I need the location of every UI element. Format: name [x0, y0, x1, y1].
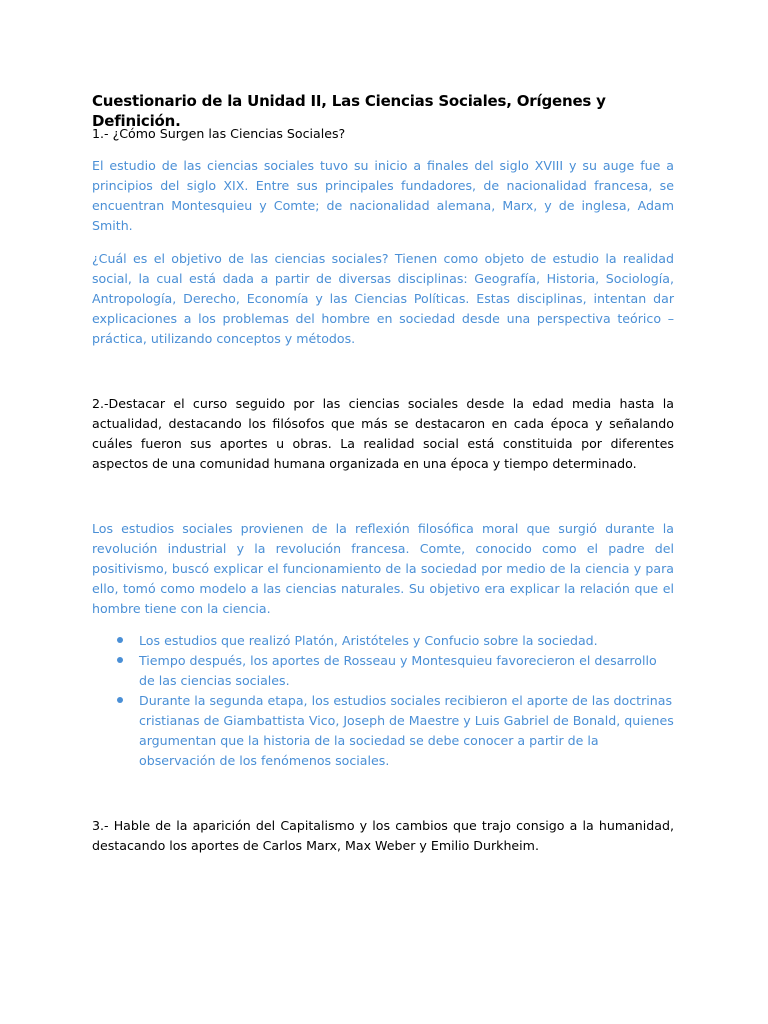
- bullet-item: [92, 691, 674, 771]
- answer-1-paragraph-1: El estudio de las ciencias sociales tuvo su inicio a finales del siglo XVIII y su auge fue a principios del siglo XIX. Entre sus principales fundadores, de nacionalidad francesa, se encuentran Montesquieu y Comte; de nacionalidad alemana, Marx, y de inglesa, Adam Smith.: [92, 158, 674, 233]
- question-1: 1.- ¿Cómo Surgen las Ciencias Sociales?: [92, 126, 346, 141]
- bullet-item-text: Tiempo después, los aportes de Rosseau y Montesquieu favorecieron el desarrollo de las ciencias sociales.: [139, 653, 657, 688]
- bullet-dot-icon: [117, 697, 123, 703]
- answer-2-bullet-list: [92, 631, 674, 771]
- document-title: Cuestionario de la Unidad II, Las Ciencias Sociales, Orígenes y Definición.: [92, 92, 606, 130]
- bullet-item-text: Durante la segunda etapa, los estudios sociales recibieron el aporte de las doctrinas cristianas de Giambattista Vico, Joseph de Maestre y Luis Gabriel de Bonald, quienes argumentan que la historia de la sociedad se debe conocer a partir de la observación de los fenómenos sociales.: [139, 693, 674, 768]
- bullet-item: [92, 631, 674, 651]
- bullet-item: [92, 651, 674, 691]
- bullet-dot-icon: [117, 657, 123, 663]
- answer-1-paragraph-2: ¿Cuál es el objetivo de las ciencias sociales? Tienen como objeto de estudio la realidad social, la cual está dada a partir de diversas disciplinas: Geografía, Historia, Sociología, Antropología, Derecho, Economía y las Ciencias Políticas. Estas disciplinas, intentan dar explicaciones a los problemas del hombre en sociedad desde una perspectiva teórico – práctica, utilizando conceptos y métodos.: [92, 251, 674, 346]
- answer-2-paragraph-1: Los estudios sociales provienen de la reflexión filosófica moral que surgió durante la revolución industrial y la revolución francesa. Comte, conocido como el padre del positivismo, buscó explicar el funcionamiento de la sociedad por medio de la ciencia y para ello, tomó como modelo a las ciencias naturales. Su objetivo era explicar la relación que el hombre tiene con la ciencia.: [92, 521, 674, 616]
- bullet-item-text: Los estudios que realizó Platón, Aristóteles y Confucio sobre la sociedad.: [139, 633, 598, 648]
- question-3: 3.- Hable de la aparición del Capitalismo y los cambios que trajo consigo a la humanidad, destacando los aportes de Carlos Marx, Max Weber y Emilio Durkheim.: [92, 818, 674, 853]
- question-2: 2.-Destacar el curso seguido por las ciencias sociales desde la edad media hasta la actualidad, destacando los filósofos que más se destacaron en cada época y señalando cuáles fueron sus aportes u obras. La realidad social está constituida por diferentes aspectos de una comunidad humana organizada en una época y tiempo determinado.: [92, 396, 674, 471]
- bullet-dot-icon: [117, 637, 123, 643]
